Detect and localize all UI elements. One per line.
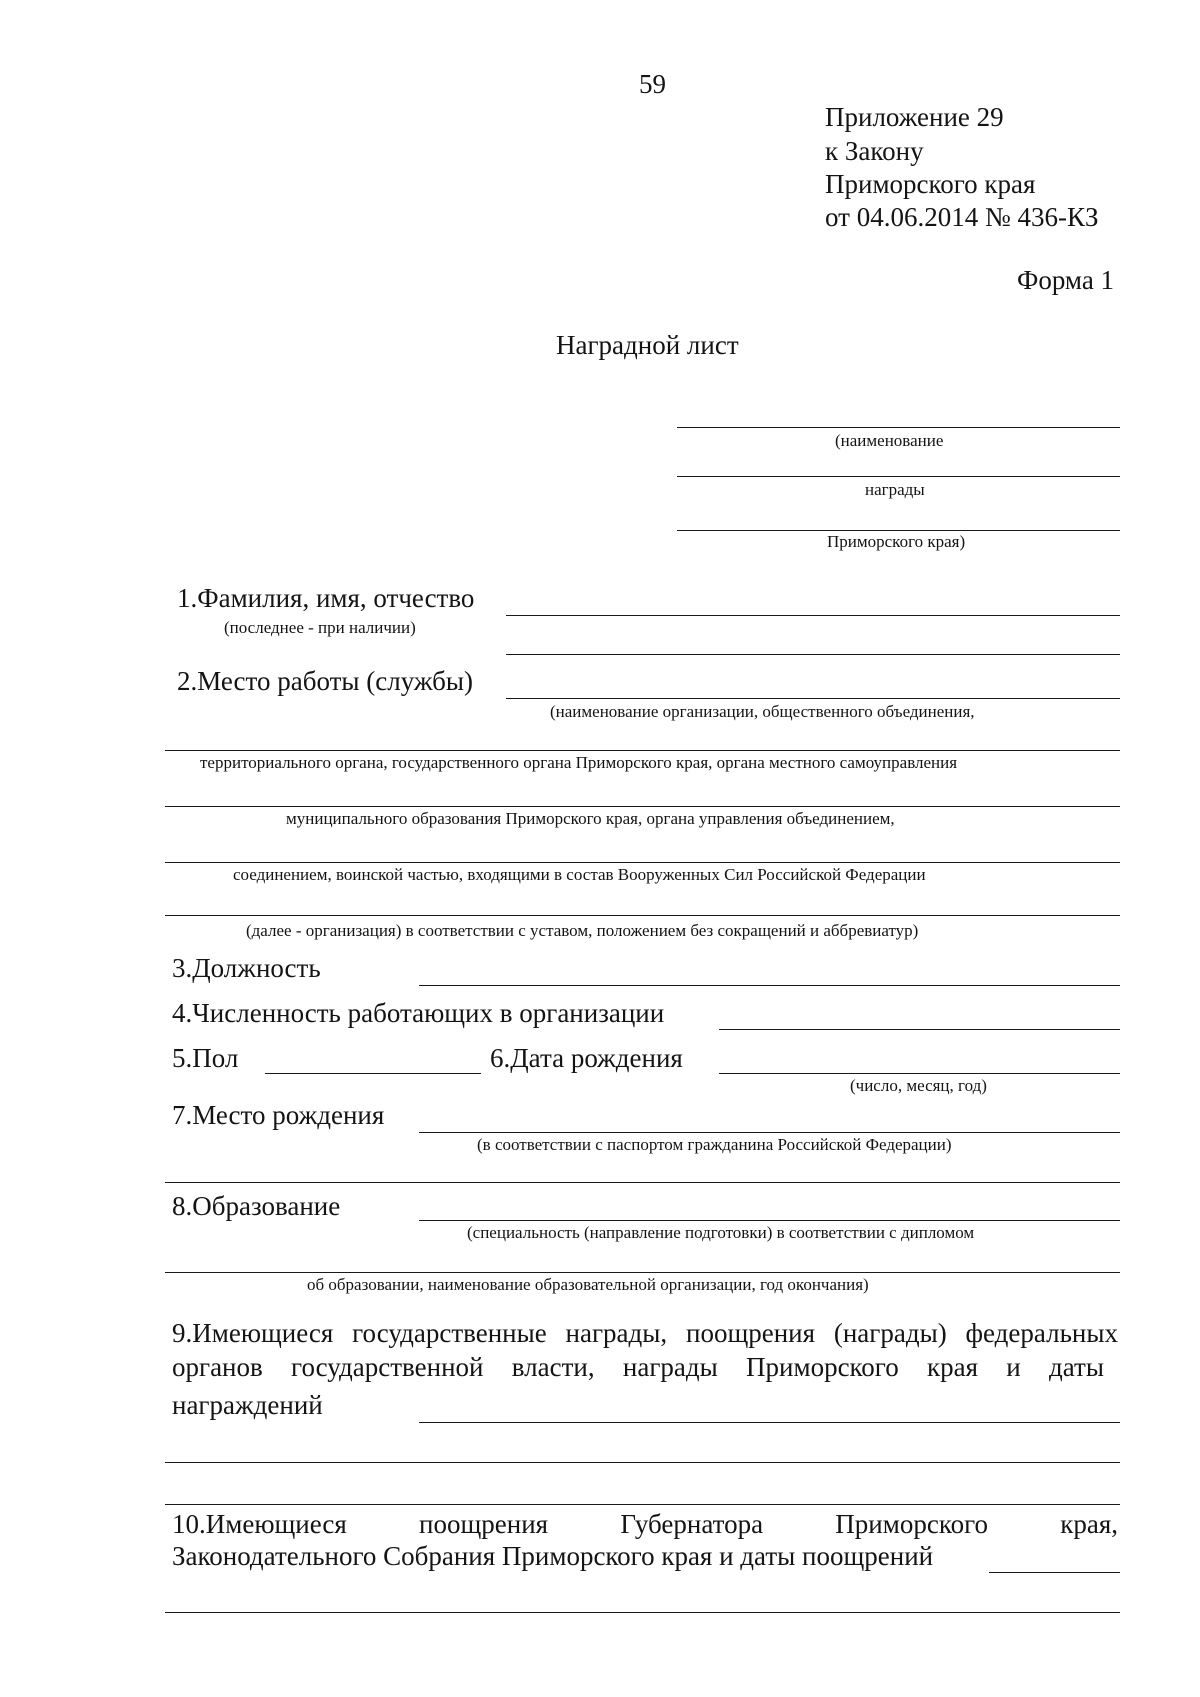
field-4-label: 4.Численность работающих в организации [172, 998, 665, 1028]
field-9-line-3: награждений [172, 1390, 323, 1420]
field-10-line-2: Законодательного Собрания Приморского края и даты поощрений [172, 1541, 934, 1571]
field-7-input-line-1[interactable] [419, 1132, 1120, 1133]
field-10-line-1: 10.Имеющиеся поощрения Губернатора Приморского края, [172, 1509, 1118, 1539]
field-2-caption-2: территориального органа, государственного органа Приморского края, органа местного самоуправления [200, 753, 958, 772]
field-6-caption: (число, месяц, год) [850, 1076, 987, 1095]
field-2-input-line-2[interactable] [165, 750, 1120, 751]
field-2-input-line-5[interactable] [165, 915, 1120, 916]
field-9-line-1: 9.Имеющиеся государственные награды, поощрения (награды) федеральных [172, 1318, 1118, 1348]
appendix-line-3: Приморского края [825, 169, 1036, 199]
field-2-input-line-3[interactable] [165, 806, 1120, 807]
field-2-caption-1: (наименование организации, общественного объединения, [550, 702, 975, 721]
field-6-label: 6.Дата рождения [490, 1043, 683, 1073]
field-2-label: 2.Место работы (службы) [177, 666, 474, 696]
field-4-input-line[interactable] [719, 1029, 1120, 1030]
award-name-line-3[interactable] [677, 530, 1120, 531]
field-8-label: 8.Образование [172, 1191, 341, 1221]
award-name-caption-3: Приморского края) [827, 532, 966, 551]
field-9-line-2: органов государственной власти, награды Приморского края и даты [172, 1352, 1104, 1382]
field-1-label: 1.Фамилия, имя, отчество [177, 583, 475, 613]
field-5-input-line[interactable] [265, 1073, 481, 1074]
field-3-input-line[interactable] [419, 985, 1120, 986]
field-2-input-line-4[interactable] [165, 862, 1120, 863]
award-name-caption-2: награды [865, 480, 925, 499]
field-9-input-line-2[interactable] [165, 1462, 1120, 1463]
field-8-input-line-2[interactable] [165, 1272, 1120, 1273]
document-title: Наградной лист [556, 330, 739, 360]
award-name-line-1[interactable] [677, 427, 1120, 428]
field-9-input-line-3[interactable] [165, 1504, 1120, 1505]
field-8-caption-1: (специальность (направление подготовки) в соответствии с дипломом [467, 1223, 975, 1242]
field-9-input-line-1[interactable] [419, 1422, 1120, 1423]
appendix-line-4: от 04.06.2014 № 436-КЗ [825, 202, 1099, 232]
appendix-line-2: к Закону [825, 136, 924, 166]
field-10-input-line-1[interactable] [989, 1572, 1120, 1573]
field-7-label: 7.Место рождения [172, 1100, 385, 1130]
field-10-input-line-2[interactable] [165, 1612, 1120, 1613]
award-name-caption-1: (наименование [835, 431, 944, 450]
appendix-line-1: Приложение 29 [825, 102, 1004, 132]
field-2-input-line-1[interactable] [506, 698, 1120, 699]
field-7-input-line-2[interactable] [165, 1182, 1120, 1183]
field-8-caption-2: об образовании, наименование образовательной организации, год окончания) [307, 1275, 869, 1294]
field-3-label: 3.Должность [172, 953, 321, 983]
field-1-input-line-1[interactable] [506, 615, 1120, 616]
page-number: 59 [639, 69, 666, 99]
field-5-label: 5.Пол [172, 1043, 239, 1073]
field-6-input-line[interactable] [719, 1073, 1120, 1074]
field-7-caption: (в соответствии с паспортом гражданина Российской Федерации) [477, 1135, 952, 1154]
field-2-caption-3: муниципального образования Приморского края, органа управления объединением, [286, 809, 895, 828]
field-2-caption-5: (далее - организация) в соответствии с уставом, положением без сокращений и аббревиатур) [246, 921, 919, 940]
field-1-input-line-2[interactable] [506, 654, 1120, 655]
form-label: Форма 1 [1017, 265, 1115, 295]
field-1-note: (последнее - при наличии) [224, 618, 416, 637]
award-name-line-2[interactable] [677, 476, 1120, 477]
field-8-input-line-1[interactable] [419, 1220, 1120, 1221]
field-2-caption-4: соединением, воинской частью, входящими в состав Вооруженных Сил Российской Федерации [233, 865, 926, 884]
